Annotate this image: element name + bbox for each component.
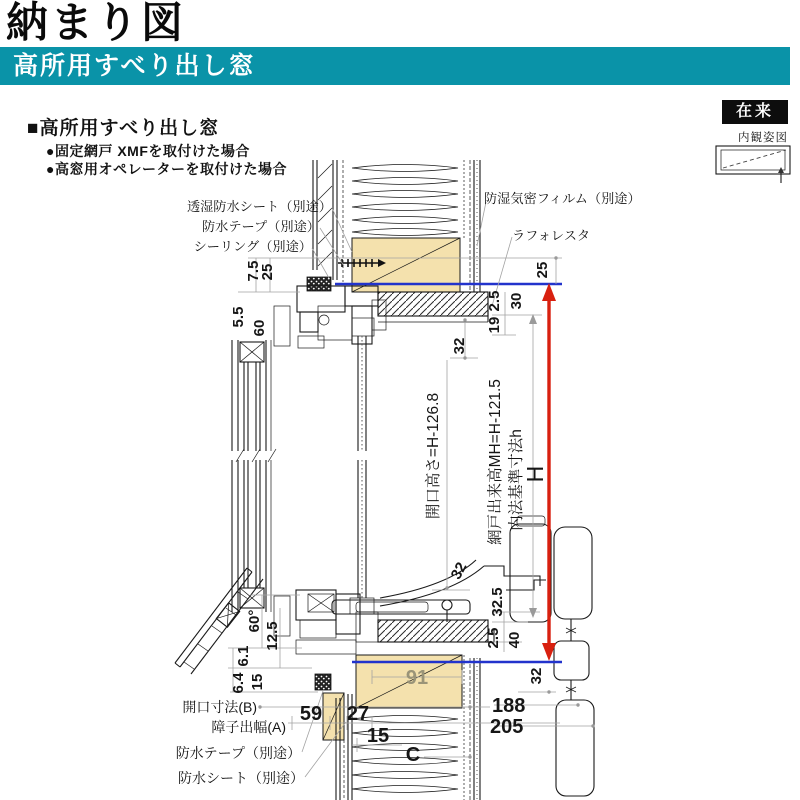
condition-bullet-1: ●固定網戸 XMFを取付けた場合	[46, 143, 250, 159]
dim-32-head: 32	[451, 337, 468, 355]
dim-C: C	[405, 744, 421, 766]
dim-6-4: 6.4	[230, 672, 247, 694]
dim-188: 188	[492, 695, 526, 717]
interior-elevation-icon	[716, 146, 790, 183]
dim-32-5: 32.5	[489, 587, 506, 617]
dim-30: 30	[508, 292, 525, 310]
label-tape-top: 防水テープ（別途）	[201, 219, 320, 234]
dim-2-5-top: 2.5	[486, 290, 503, 312]
dim-40: 40	[506, 631, 523, 649]
dim-32-below: 32	[528, 667, 545, 685]
dim-opening-height: 開口高さ=H-126.8	[425, 392, 442, 520]
dim-15-sill: 15	[249, 673, 266, 691]
dim-25-right: 25	[534, 261, 551, 279]
fixed-screen	[350, 318, 374, 614]
dim-6-1: 6.1	[235, 645, 252, 667]
glazing-sash	[226, 306, 378, 636]
operator-handle	[510, 516, 594, 796]
sealing-block-bottom	[315, 674, 331, 690]
section-banner-label: 高所用すべり出し窓	[13, 52, 256, 80]
label-film: 防湿気密フィルム（別途）	[484, 191, 641, 206]
condition-bullet-2: ●高窓用オペレーターを取付けた場合	[46, 161, 287, 177]
dim-59: 59	[299, 703, 323, 725]
label-laforesta: ラフォレスタ	[512, 228, 591, 243]
dim-overall-H: H	[522, 465, 548, 483]
dim-27: 27	[346, 703, 370, 725]
dim-32-arm: 32	[447, 559, 471, 583]
interior-view-label: 内観姿図	[738, 132, 788, 144]
page-title: 納まり図	[6, 0, 187, 46]
drawing-heading: ■高所用すべり出し窓	[27, 118, 220, 139]
label-sheet-bottom: 防水シート（別途）	[178, 770, 304, 786]
dim-5-5: 5.5	[230, 306, 247, 328]
dim-screen-height: 網戸出来高MH=H-121.5	[487, 379, 504, 545]
label-sash-a: 障子出幅(A)	[211, 719, 286, 735]
construction-type-tag: 在来	[722, 100, 788, 124]
label-sealing: シーリング（別途）	[193, 239, 312, 254]
dim-205: 205	[490, 716, 524, 738]
dim-angle-60: 60°	[246, 609, 263, 633]
dim-2-5-sill: 2.5	[485, 627, 502, 649]
dim-7-5: 7.5	[245, 260, 262, 282]
label-tape-bottom: 防水テープ（別途）	[175, 745, 301, 761]
wall-section-top	[313, 160, 480, 292]
dim-15-wall: 15	[366, 725, 390, 747]
dim-25-left: 25	[259, 263, 276, 281]
dim-91: 91	[405, 667, 429, 689]
dim-19: 19	[486, 316, 503, 334]
label-opening-b: 開口寸法(B)	[182, 699, 257, 715]
dim-60-head: 60	[251, 319, 268, 337]
dim-inner-standard: 内法基準寸法h	[508, 429, 525, 531]
dim-12-5: 12.5	[264, 621, 281, 651]
label-breathable-sheet: 透湿防水シート（別途）	[186, 199, 332, 214]
sealing-block-top	[307, 277, 331, 291]
